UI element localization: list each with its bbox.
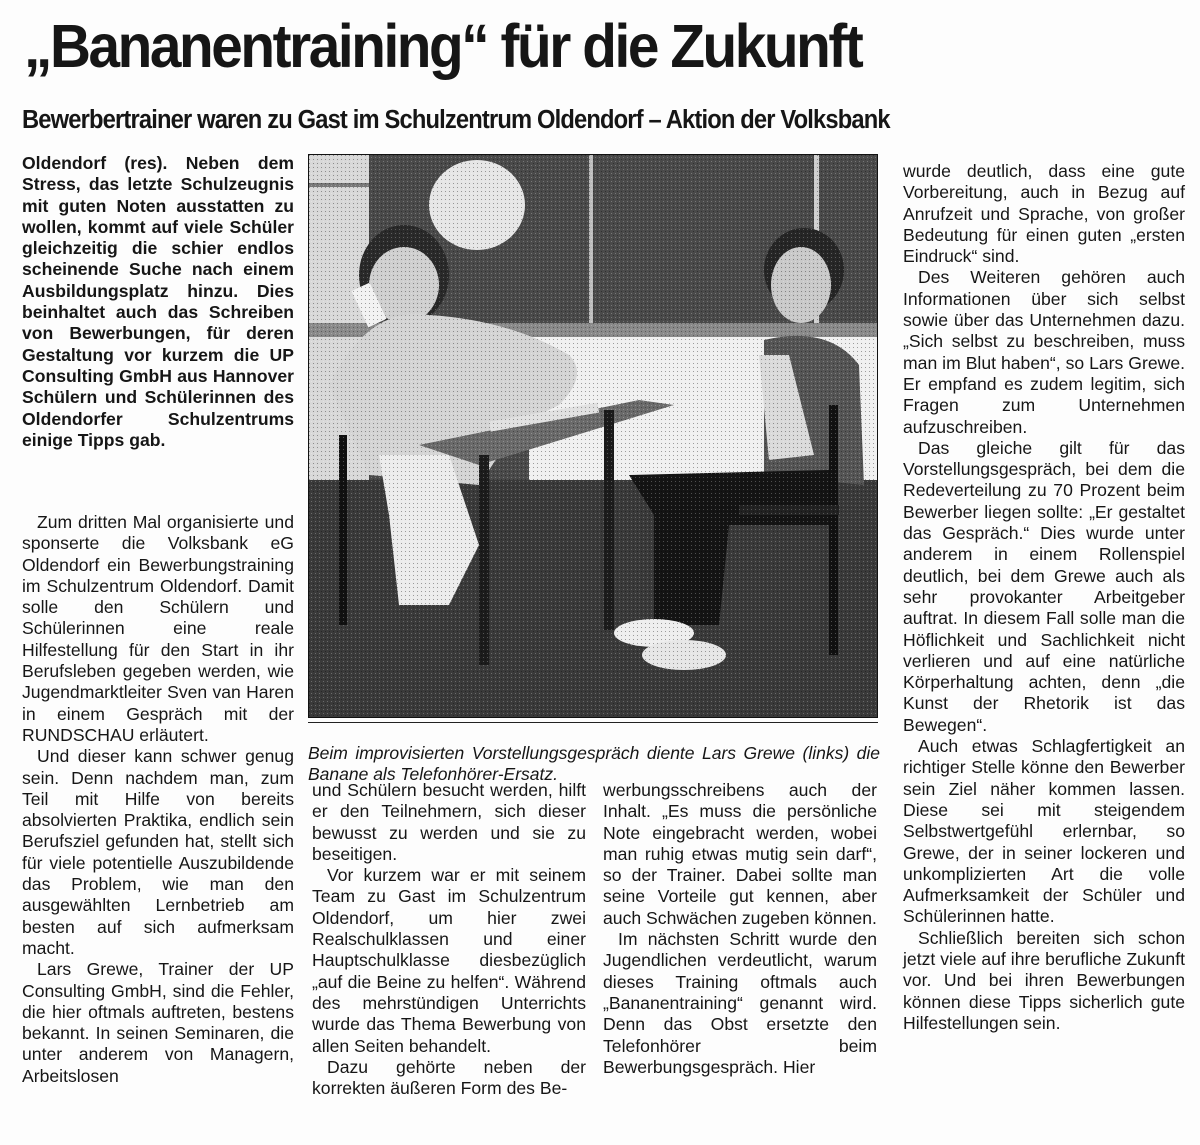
- photo-caption: Beim improvisierten Vorstellungsgespräch diente Lars Grewe (links) die Banane als Telefonhörer-Ersatz.: [308, 742, 880, 784]
- photo-illustration: [309, 155, 877, 717]
- body-paragraph: wurde deutlich, dass eine gute Vorbereitung, auch in Bezug auf Anrufzeit und Sprache, von großer Bedeutung für einen guten „ersten Eindruck“ sind.: [903, 161, 1185, 267]
- body-paragraph: Zum dritten Mal organisierte und sponserte die Volksbank eG Oldendorf ein Bewerbungstraining im Schulzentrum Oldendorf. Damit solle den Schülern und Schülerinnen eine reale Hilfestellung für den Start in ihr Berufsleben gegeben werden, wie Jugendmarktleiter Sven van Haren in einem Gespräch mit der RUNDSCHAU erläutert.: [22, 512, 294, 745]
- lead-paragraph-column: [22, 153, 294, 451]
- article-column-4: [903, 161, 1185, 1034]
- caption-divider: [308, 722, 878, 723]
- article-column-3: [603, 780, 877, 1078]
- body-paragraph: werbungsschreibens auch der Inhalt. „Es muss die persönliche Note eingebracht werden, wobei man ruhig etwas mutig sein darf“, so der Trainer. Dabei sollte man seine Vorteile gut kennen, aber auch Schwächen zugeben können.: [603, 780, 877, 928]
- body-paragraph: und Schülern besucht werden, hilft er den Teilnehmern, sich dieser bewusst zu werden und sie zu beseitigen.: [312, 780, 586, 864]
- body-paragraph: Lars Grewe, Trainer der UP Consulting GmbH, sind die Fehler, die hier oftmals auftreten, bestens bekannt. In seinen Seminaren, die unter anderem von Managern, Arbeitslosen: [22, 959, 294, 1086]
- body-paragraph: Dazu gehörte neben der korrekten äußeren Form des Be-: [312, 1056, 586, 1099]
- article-photo: [308, 154, 878, 718]
- body-paragraph: Des Weiteren gehören auch Informationen über sich selbst sowie über das Unternehmen dazu. „Sich selbst zu beschreiben, muss man im Blut haben“, so Lars Grewe. Er empfand es zudem legitim, sich Fragen zum Unternehmen aufzuschreiben.: [903, 267, 1185, 437]
- article-headline: „Bananentraining“ für die Zukunft: [24, 12, 862, 80]
- body-paragraph: Im nächsten Schritt wurde den Jugendlichen verdeutlicht, warum dieses Training oftmals auch „Bananentraining“ genannt wird. Denn das Obst ersetzte den Telefonhörer beim Bewerbungsgespräch. Hier: [603, 929, 877, 1077]
- body-paragraph: Vor kurzem war er mit seinem Team zu Gast im Schulzentrum Oldendorf, um hier zwei Realschulklassen und einer Hauptschulklasse diesbezüglich „auf die Beine zu helfen“. Während des mehrstündigen Unterrichts wurde das Thema Bewerbung von allen Seiten behandelt.: [312, 865, 586, 1056]
- body-paragraph: Und dieser kann schwer genug sein. Denn nachdem man, zum Teil mit Hilfe von bereits absolvierten Praktika, endlich sein Berufsziel gefunden hat, stellt sich für viele potentielle Auszubildende das Problem, wie man den ausgewählten Lernbetrieb am besten auf sich aufmerksam macht.: [22, 746, 294, 958]
- body-paragraph: Schließlich bereiten sich schon jetzt viele auf ihre berufliche Zukunft vor. Und bei ihren Bewerbungen können diese Tipps sicherlich gute Hilfestellungen sein.: [903, 927, 1185, 1033]
- article-column-1: [22, 512, 294, 1087]
- article-subheadline: Bewerbertrainer waren zu Gast im Schulzentrum Oldendorf – Aktion der Volksbank: [22, 106, 890, 134]
- article-column-2: [312, 780, 586, 1099]
- body-paragraph: Auch etwas Schlagfertigkeit an richtiger Stelle könne den Bewerber sein Ziel näher kommen lassen. Diese sei mit steigendem Selbstwertgefühl erlernbar, so Grewe, der in seiner lockeren und unkomplizierten Art die volle Aufmerksamkeit der Schüler und Schülerinnen hatte.: [903, 736, 1185, 927]
- body-paragraph: Das gleiche gilt für das Vorstellungsgespräch, bei dem die Redeverteilung zu 70 Prozent beim Bewerber liegen sollte: „Er gestaltet das Gespräch.“ Dies wurde unter anderem in einem Rollenspiel deutlich, bei dem Grewe auch als sehr provokanter Arbeitgeber auftrat. In diesem Fall solle man die Höflichkeit und Sachlichkeit nicht verlieren und auf eine natürliche Körperhaltung achten, denn „die Kunst der Rhetorik ist das Bewegen“.: [903, 437, 1185, 735]
- lead-paragraph: Oldendorf (res). Neben dem Stress, das letzte Schulzeugnis mit guten Noten ausstatten zu wollen, kommt auf viele Schüler gleichzeitig die schier endlos scheinende Suche nach einem Ausbildungsplatz hinzu. Dies beinhaltet auch das Schreiben von Bewerbungen, für deren Gestaltung vor kurzem die UP Consulting GmbH aus Hannover Schülern und Schülerinnen des Oldendorfer Schulzentrums einige Tipps gab.: [22, 153, 294, 450]
